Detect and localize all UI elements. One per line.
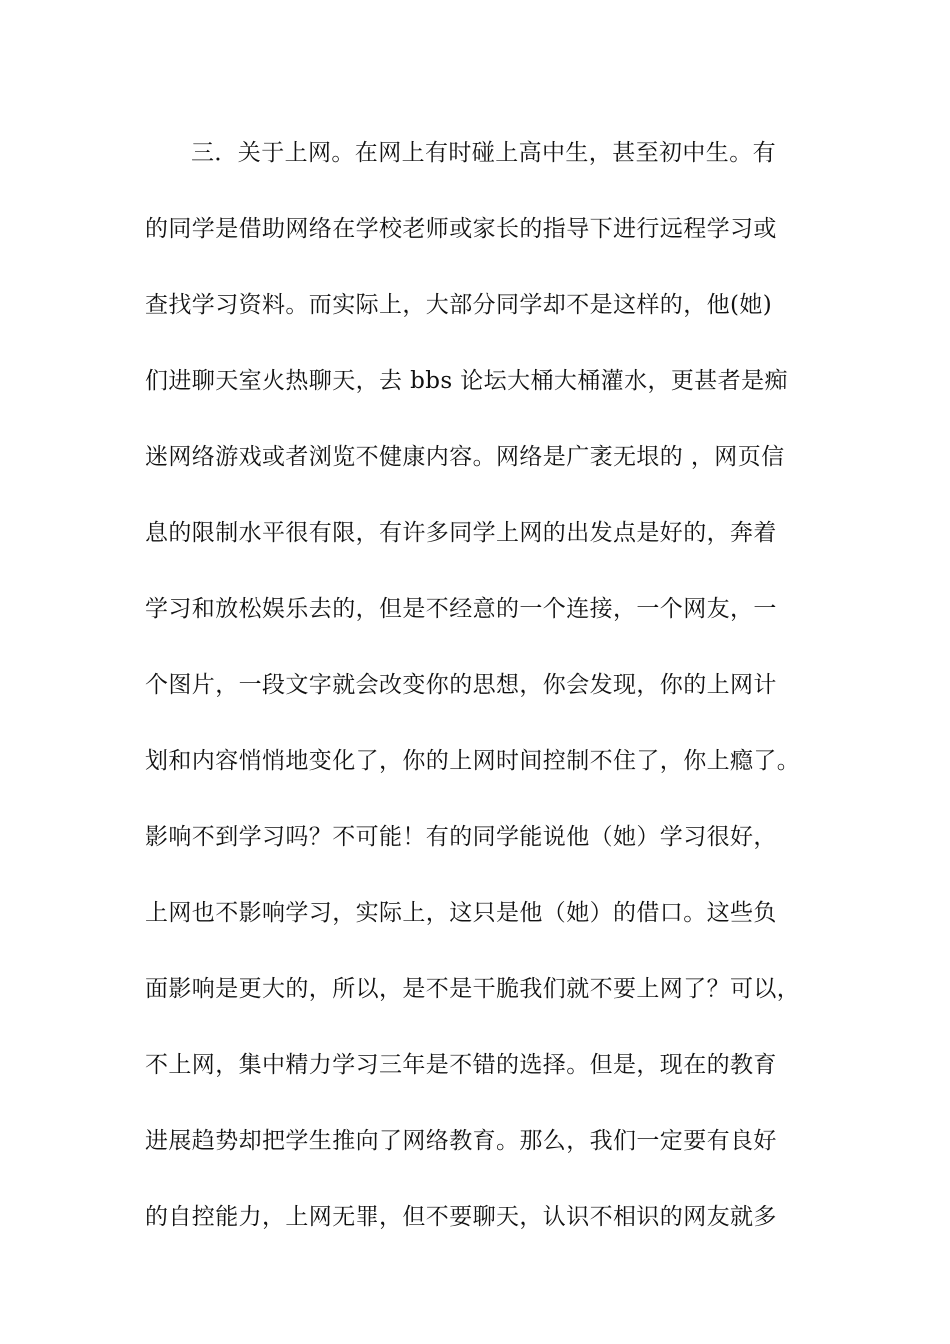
paragraph-line: 查找学习资料。而实际上，大部分同学却不是这样的，他(她)	[145, 292, 773, 318]
paragraph-line: 的自控能力，上网无罪，但不要聊天，认识不相识的网友就多	[145, 1204, 777, 1230]
paragraph-line: 学习和放松娱乐去的，但是不经意的一个连接，一个网友，一	[145, 596, 777, 622]
paragraph-line: 们进聊天室火热聊天，去 bbs 论坛大桶大桶灌水，更甚者是痴	[145, 368, 788, 394]
paragraph-line: 息的限制水平很有限，有许多同学上网的出发点是好的，奔着	[145, 520, 777, 546]
paragraph-line: 划和内容悄悄地变化了，你的上网时间控制不住了，你上瘾了。	[145, 748, 801, 774]
paragraph-line: 的同学是借助网络在学校老师或家长的指导下进行远程学习或	[145, 216, 777, 242]
paragraph-line: 三．关于上网。在网上有时碰上高中生，甚至初中生。有	[191, 140, 776, 166]
paragraph-line: 面影响是更大的，所以，是不是干脆我们就不要上网了？可以，	[145, 976, 801, 1002]
paragraph-line: 影响不到学习吗？不可能！有的同学能说他（她）学习很好，	[145, 824, 777, 850]
paragraph-line: 进展趋势却把学生推向了网络教育。那么，我们一定要有良好	[145, 1128, 777, 1154]
paragraph-line: 迷网络游戏或者浏览不健康内容。网络是广袤无垠的 ，网页信	[145, 444, 785, 470]
document-body	[145, 134, 835, 1274]
paragraph-line: 个图片，一段文字就会改变你的思想，你会发现，你的上网计	[145, 672, 777, 698]
paragraph-line: 不上网，集中精力学习三年是不错的选择。但是，现在的教育	[145, 1052, 777, 1078]
paragraph-line: 上网也不影响学习，实际上，这只是他（她）的借口。这些负	[145, 900, 777, 926]
